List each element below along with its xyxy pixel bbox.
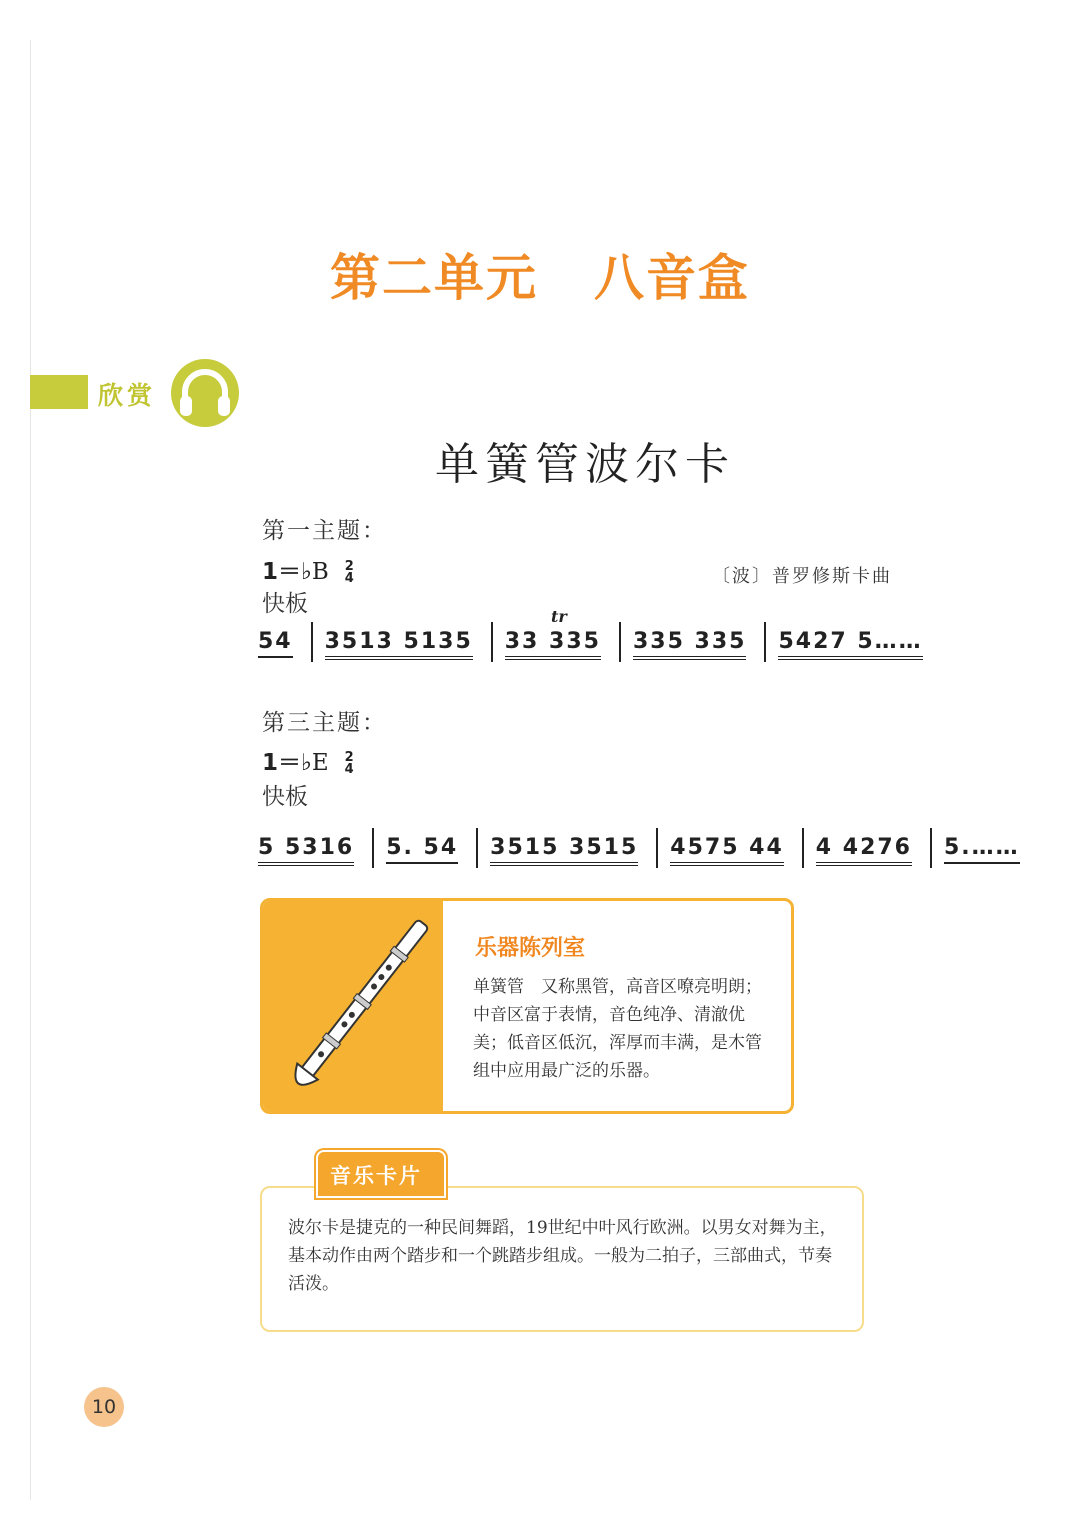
theme3-measure: 4575 44: [670, 835, 784, 866]
headphones-icon: [170, 358, 240, 428]
instrument-description: 单簧管 又称黑管，高音区嘹亮明朗；中音区富于表情，音色纯净、清澈优美；低音区低沉，浑厚而丰满，是木管组中应用最广泛的乐器。: [473, 977, 762, 1081]
instrument-box: [260, 898, 794, 1114]
unit-name: 八音盒: [594, 249, 750, 307]
theme3-time-signature: 2 4: [344, 749, 354, 777]
theme3-key: [262, 744, 354, 777]
theme1-key: [262, 553, 354, 586]
composer: 〔波〕普罗修斯卡曲: [712, 566, 892, 587]
theme1-tempo: 快板: [262, 591, 308, 617]
clarinet-image: [273, 907, 443, 1107]
instrument-box-title: 乐器陈列室: [475, 936, 586, 961]
theme1-measure: 335 335: [633, 629, 747, 660]
theme3-measure: 3515 3515: [490, 835, 638, 866]
theme1-measure: 3513 5135: [325, 629, 473, 660]
theme3-key-note: ♭E: [301, 750, 329, 776]
theme1-notation: [258, 622, 938, 662]
music-card-title: 音乐卡片: [330, 1164, 422, 1188]
theme3-notation: [258, 828, 1020, 868]
theme3-measure: 5. 54: [386, 835, 458, 864]
theme3-tempo: 快板: [262, 784, 308, 810]
theme1-key-prefix: 1＝: [262, 559, 302, 585]
section-tab: [30, 375, 88, 409]
theme3-key-prefix: 1＝: [262, 750, 302, 776]
theme3-measure: 4 4276: [816, 835, 912, 866]
theme3-label: 第三主题：: [262, 710, 387, 736]
unit-title: [0, 238, 1080, 310]
page-number: 10: [84, 1387, 124, 1427]
theme3-measure: 5 5316: [258, 835, 354, 866]
trill-mark: tr: [551, 607, 567, 626]
theme1-time-signature: 2 4: [344, 558, 354, 586]
section-label: 欣赏: [98, 381, 157, 410]
theme1-label: 第一主题：: [262, 518, 387, 544]
song-title: 单簧管波尔卡: [435, 439, 735, 490]
theme1-measure: 5427 5……: [778, 629, 922, 660]
unit-number: 第二单元: [330, 249, 538, 307]
theme1-measure: 54: [258, 629, 293, 658]
theme1-key-note: ♭B: [301, 559, 329, 585]
music-card-text: 波尔卡是捷克的一种民间舞蹈，19世纪中叶风行欧洲。以男女对舞为主，基本动作由两个踏步和一个跳踏步组成。一般为二拍子，三部曲式，节奏活泼。: [288, 1218, 837, 1294]
theme1-measure: 33 335: [505, 629, 601, 660]
theme3-measure: 5.……: [944, 835, 1020, 864]
